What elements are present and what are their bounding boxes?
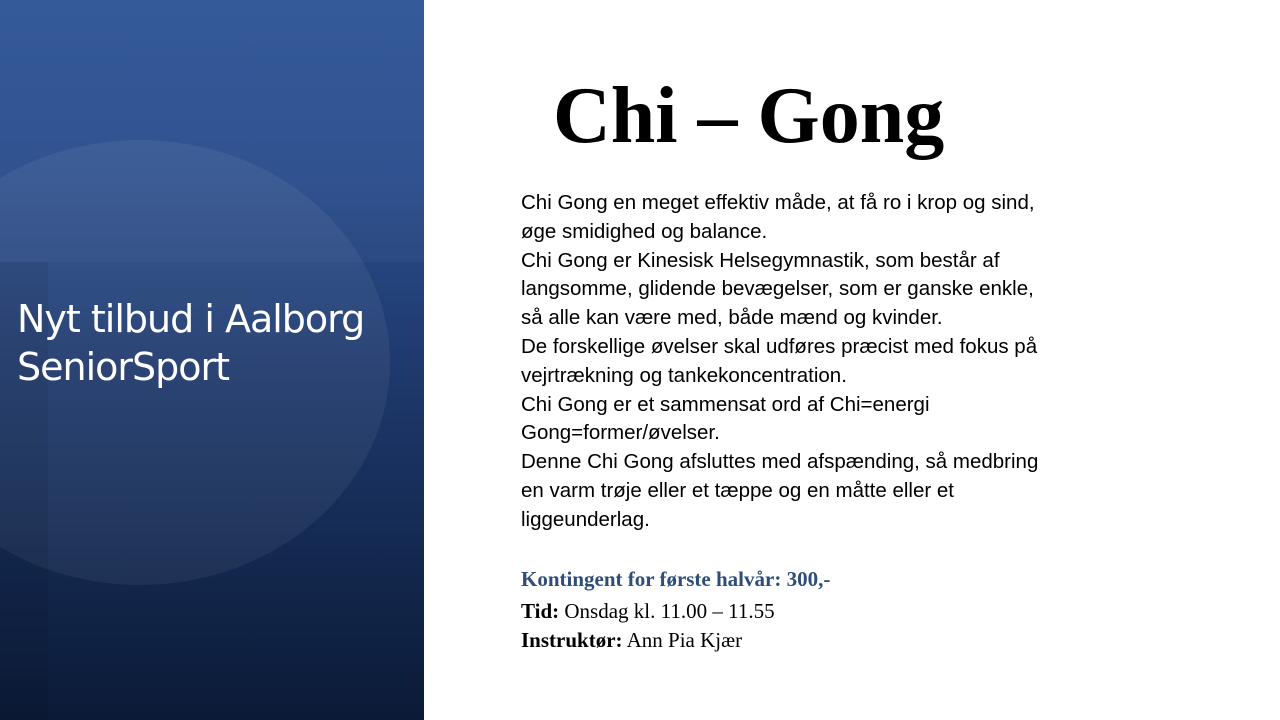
paragraph-exercise: Chi Gong er Kinesisk Helsegymnastik, som består af langsomme, glidende bevægelser, som er ganske enkle, så alle kan være med, både mænd og kvinder. xyxy=(521,248,1034,330)
instructor-label: Instruktør: xyxy=(521,628,623,652)
details xyxy=(521,597,775,655)
left-panel xyxy=(0,0,424,720)
paragraph-meaning: Chi Gong er et sammensat ord af Chi=energi Gong=former/øvelser. xyxy=(521,392,930,445)
fee-line: Kontingent for første halvår: 300,- xyxy=(521,567,831,591)
paragraph-focus: De forskellige øvelser skal udføres præcist med fokus på vejrtrækning og tankekoncentration. xyxy=(521,334,1038,387)
subtitle xyxy=(17,295,417,391)
time-row xyxy=(521,597,775,626)
time-value: Onsdag kl. 11.00 – 11.55 xyxy=(564,599,775,623)
instructor-value: Ann Pia Kjær xyxy=(626,628,743,652)
paragraph-intro: Chi Gong en meget effektiv måde, at få ro i krop og sind, øge smidighed og balance. xyxy=(521,191,1035,243)
subtitle-line-2: SeniorSport xyxy=(17,345,230,389)
instructor-row xyxy=(521,626,775,655)
paragraph-bring: Denne Chi Gong afsluttes med afspænding, så medbring en varm trøje eller et tæppe og en måtte eller et liggeunderlag. xyxy=(521,450,1039,531)
time-label: Tid: xyxy=(521,599,560,623)
page-title: Chi – Gong xyxy=(553,72,945,160)
subtitle-line-1: Nyt tilbud i Aalborg xyxy=(17,297,365,341)
description xyxy=(521,189,1141,535)
